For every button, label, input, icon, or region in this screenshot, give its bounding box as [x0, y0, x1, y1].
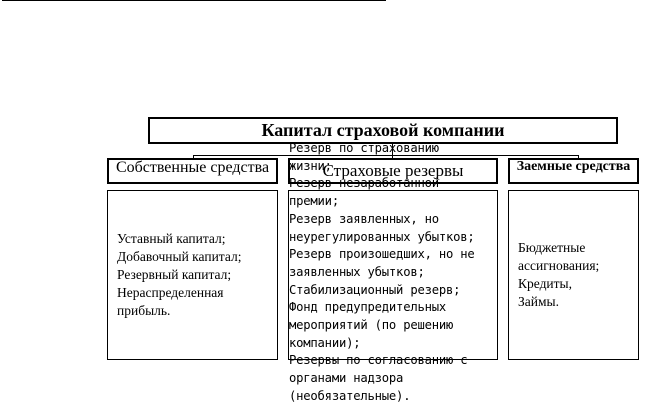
- list-item: Займы.: [518, 294, 559, 309]
- insurance-reserves-header-label: Страховые резервы: [322, 161, 464, 180]
- own-funds-list: [114, 230, 241, 320]
- list-item: Бюджетные: [518, 240, 586, 255]
- list-item: Резервный капитал;: [117, 267, 232, 282]
- list-item: компании);: [289, 335, 361, 350]
- list-item: Резерв незаработанной: [289, 176, 439, 191]
- borrowed-funds-box: [508, 190, 639, 360]
- list-item: Резерв произошедших, но не: [289, 247, 475, 262]
- list-item: Стабилизационный резерв;: [289, 282, 461, 297]
- top-rule: [2, 0, 386, 1]
- insurance-reserves-list: [289, 140, 499, 406]
- list-item: прибыль.: [117, 303, 171, 318]
- list-item: заявленных убытков;: [289, 264, 425, 279]
- list-item: Резерв заявленных, но: [289, 211, 439, 226]
- borrowed-funds-header: [508, 158, 639, 184]
- list-item: мероприятий (по решению: [289, 318, 454, 333]
- list-item: Резервы по согласованию с: [289, 353, 468, 368]
- list-item: органами надзора: [289, 371, 404, 386]
- own-funds-header-label: Собственные средства: [115, 159, 270, 176]
- list-item: Нераспределенная: [117, 285, 224, 300]
- list-item: (необязательные).: [289, 388, 411, 403]
- borrowed-funds-list: [515, 239, 599, 311]
- list-item: ассигнования;: [518, 258, 600, 273]
- list-item: Фонд предупредительных: [289, 300, 447, 315]
- list-item: Уставный капитал;: [117, 231, 226, 246]
- list-item: неурегулированных убытков;: [289, 229, 475, 244]
- list-item: премии;: [289, 194, 339, 209]
- own-funds-box: [107, 190, 278, 360]
- list-item: Добавочный капитал;: [117, 249, 242, 264]
- capital-title: Капитал страховой компании: [261, 120, 505, 140]
- own-funds-header: [107, 158, 278, 184]
- list-item: жизни;: [289, 158, 332, 173]
- list-item: Кредиты,: [518, 276, 573, 291]
- borrowed-funds-header-label: Заемные средства: [516, 159, 631, 174]
- list-item: Резерв по страхованию: [289, 141, 439, 155]
